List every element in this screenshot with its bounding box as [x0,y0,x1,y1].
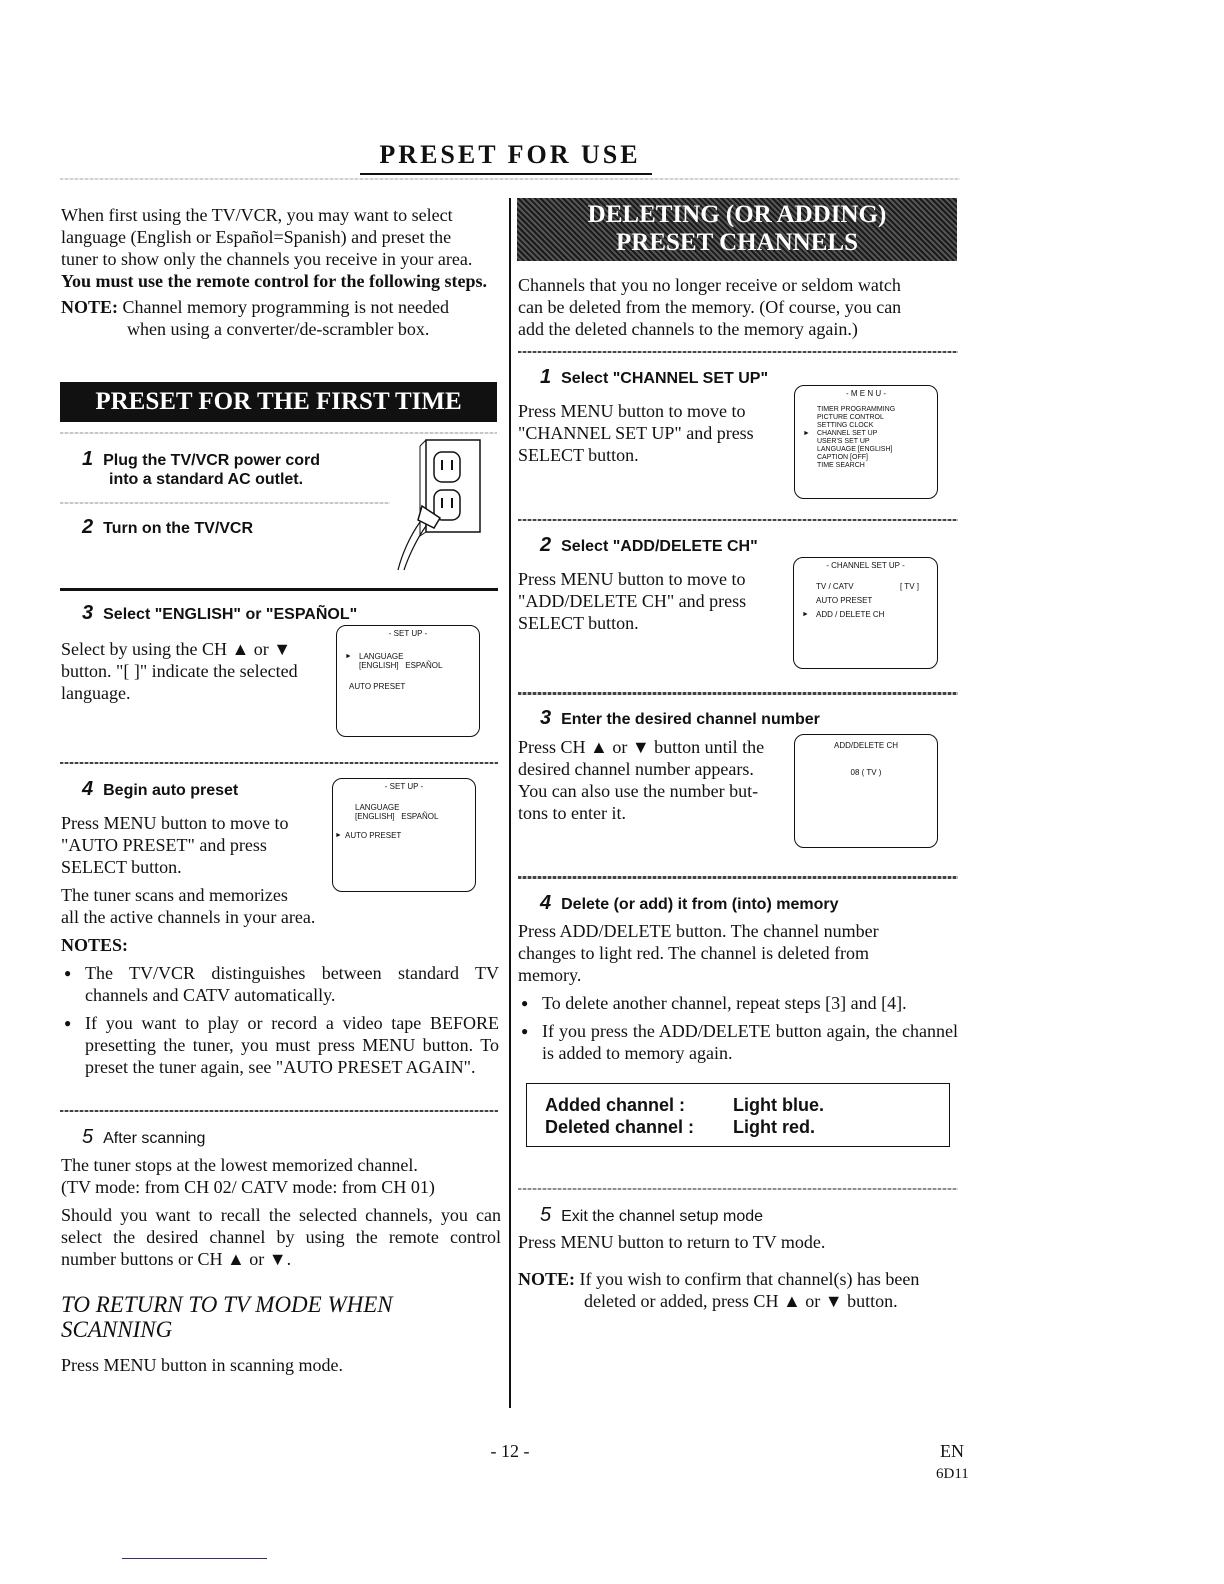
notes-label: NOTES: [61,935,129,955]
tuner-text: The tuner scans and memorizes all the active channels in your area. NOTES: [61,884,501,956]
right-dotted-rule-4 [518,876,958,879]
right-intro: Channels that you no longer receive or seldom watch can be deleted from the memory. (Of course, you can add the deleted channels to the memory again.) [518,275,902,339]
intro-bold: You must use the remote control for the following steps. [61,271,487,291]
right-bullets [518,992,958,1064]
banner-deleting-preset-channels: DELETING (OR ADDING) PRESET CHANNELS [517,198,957,261]
right-step-1: 1 Select "CHANNEL SET UP" [540,366,769,388]
page-number: - 12 - [490,1441,530,1461]
right-step-5-body: Press MENU button to return to TV mode. [518,1232,826,1252]
header-dotted-rule [60,178,960,180]
right-step-3-body: Press CH ▲ or ▼ button until the desired channel number appears. You can also use the number but- tons to enter it. [518,737,765,823]
return-heading: TO RETURN TO TV MODE WHEN SCANNING [61,1292,393,1342]
right-step-2: 2 Select "ADD/DELETE CH" [540,534,758,556]
page-header: PRESET FOR USE [379,140,641,169]
added-channel-value: Light blue. [733,1095,824,1115]
added-channel-label: Added channel : [545,1095,686,1115]
footer-link-rule [122,1558,267,1559]
channel-setup-screen: - CHANNEL SET UP - TV / CATV [ TV ] AUTO PRESET ► ADD / DELETE CH [793,557,938,669]
left-step-5-body: The tuner stops at the lowest memorized channel. (TV mode: from CH 02/ CATV mode: from CH 01) Should you want to recall the selected channels, you can select the desired channel by using the remote control number buttons or CH ▲ or ▼. [61,1155,501,1269]
left-dotted-rule-1 [60,502,390,504]
left-rule-2 [60,588,498,591]
left-step-3: 3 Select "ENGLISH" or "ESPAÑOL" [82,602,358,624]
recall-text: Should you want to recall the selected channels, you can select the desired channel by using the remote control number buttons or CH ▲ or ▼. [61,1205,501,1269]
left-step-2: 2 Turn on the TV/VCR [82,516,254,538]
right-step-4-body: Press ADD/DELETE button. The channel number changes to light red. The channel is deleted from memory. [518,921,879,985]
right-dotted-rule-5 [518,1188,958,1190]
menu-screen: - M E N U - TIMER PROGRAMMING PICTURE CONTROL SETTING CLOCK ► CHANNEL SET UP USER'S SET UP LANGUAGE [ENGLISH] CAPTION [OFF] TIME SEARCH [794,385,938,499]
left-step-1: 1 Plug the TV/VCR power cord [82,448,321,470]
left-dotted-rule-4 [60,1110,498,1112]
right-step-3: 3 Enter the desired channel number [540,707,820,729]
notes-list [61,962,499,1078]
note-item: ● The TV/VCR distinguishes between standard TV channels and CATV automatically. [61,962,499,1006]
note-label: NOTE: [61,297,119,317]
add-delete-screen: ADD/DELETE CH 08 ( TV ) [794,734,938,848]
intro-text: When first using the TV/VCR, you may want to select language (English or Español=Spanish) and preset the tuner to show only the channels you receive in your area. You must use the remote control for the following steps. NOTE: Channel memory programming is not needed when using a converter/de-scrambler box. [61,204,501,340]
deleted-channel-label: Deleted channel : [545,1117,695,1137]
left-step-5: 5 After scanning [82,1126,206,1148]
right-step-5: 5 Exit the channel setup mode [540,1204,764,1226]
right-dotted-rule-1 [518,351,958,353]
left-step-1-line2: into a standard AC outlet. [109,471,304,488]
left-dotted-rule-3 [60,762,498,764]
color-legend-box [526,1083,950,1147]
note-item: ● If you want to play or record a video tape BEFORE presetting the tuner, you must press MENU button. To preset the tuner again, see "AUTO PRESET AGAIN". [61,1012,499,1078]
return-body: Press MENU button in scanning mode. [61,1355,343,1375]
right-note: NOTE: If you wish to confirm that channel(s) has been deleted or added, press CH ▲ or ▼ button. [518,1269,920,1311]
bullet-item: ● If you press the ADD/DELETE button again, the channel is added to memory again. [518,1020,958,1064]
banner-preset-first-time: PRESET FOR THE FIRST TIME [60,382,497,422]
right-dotted-rule-2 [518,519,958,521]
bullet-item: ● To delete another channel, repeat steps [3] and [4]. [518,992,958,1014]
left-step-3-body: Select by using the CH ▲ or ▼ button. "[ ]" indicate the selected language. [61,639,298,703]
ac-outlet-illustration [392,436,484,572]
left-step-4: 4 Begin auto preset [82,778,239,800]
deleted-channel-value: Light red. [733,1117,815,1137]
right-step-4: 4 Delete (or add) it from (into) memory [540,892,839,914]
right-step-2-body: Press MENU button to move to "ADD/DELETE CH" and press SELECT button. [518,569,747,633]
right-dotted-rule-3 [518,692,958,695]
banner-dotted-rule [60,432,497,434]
footer-code: 6D11 [936,1466,969,1482]
left-step-4-body: Press MENU button to move to "AUTO PRESET" and press SELECT button. [61,813,289,877]
column-divider [509,198,511,1408]
footer-lang: EN [940,1441,964,1461]
setup-screen-auto-preset: - SET UP - LANGUAGE [ENGLISH] ESPAÑOL ► AUTO PRESET [332,778,476,892]
setup-screen-language: - SET UP - ► LANGUAGE [ENGLISH] ESPAÑOL AUTO PRESET [336,625,480,737]
header-underline [360,173,652,175]
right-step-1-body: Press MENU button to move to "CHANNEL SET UP" and press SELECT button. [518,401,754,465]
